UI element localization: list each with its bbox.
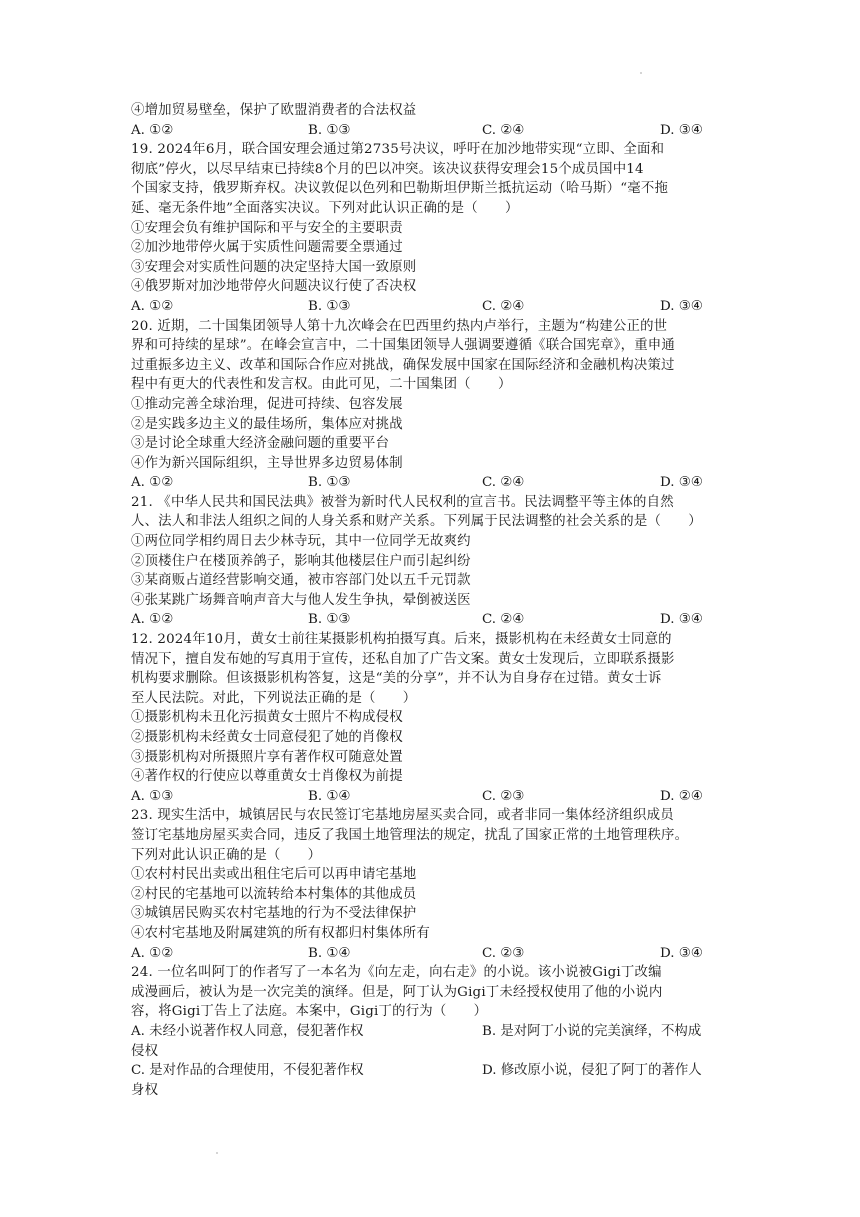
q20-stem-line: 程中有更大的代表性和发言权。由此可见，二十国集团（ ） <box>131 377 512 393</box>
q12-statement: ③摄影机构对所摄照片享有著作权可随意处置 <box>131 749 403 765</box>
scan-speck <box>640 72 642 74</box>
q23-stem-line: 下列对此认识正确的是（ ） <box>131 847 322 863</box>
q23-stem-line: 23. 现实生活中，城镇居民与农民签订宅基地房屋买卖合同，或者非同一集体经济组织成员 <box>131 808 674 824</box>
q19-statement: ①安理会负有维护国际和平与安全的主要职责 <box>131 220 403 236</box>
q20-stem-line: 20. 近期，二十国集团领导人第十九次峰会在巴西里约热内卢举行，主题为“构建公正的世 <box>131 318 668 334</box>
q24-stem-line: 成漫画后，被认为是一次完美的演绎。但是，阿丁认为Gigi丁未经授权使用了他的小说内 <box>131 984 663 1000</box>
q21-option-c: C. ②④ <box>482 612 525 628</box>
q19-stem-line: 个国家支持，俄罗斯弃权。决议敦促以色列和巴勒斯坦伊斯兰抵抗运动（哈马斯）“毫不拖 <box>131 181 669 197</box>
q24-option-a-wrap: 侵权 <box>131 1043 159 1059</box>
q20-statement: ④作为新兴国际组织，主导世界多边贸易体制 <box>131 455 403 471</box>
q20-option-b: B. ①③ <box>308 475 351 491</box>
q24-option-a: A. 未经小说著作权人同意，侵犯著作权 <box>131 1023 364 1039</box>
q12-option-b: B. ①④ <box>308 788 351 804</box>
q18-option-b: B. ①③ <box>308 122 351 138</box>
q23-option-d: D. ③④ <box>660 945 703 961</box>
q12-stem-line: 情况下，擅自发布她的写真用于宣传，还私自加了广告文案。黄女士发现后，立即联系摄影 <box>131 651 675 667</box>
q18-options <box>131 121 743 141</box>
q12-statement: ②摄影机构未经黄女士同意侵犯了她的肖像权 <box>131 730 403 745</box>
q20-statement: ②是实践多边主义的最佳场所，集体应对挑战 <box>131 416 403 432</box>
q21-statement: ②顶楼住户在楼顶养鸽子，影响其他楼层住户而引起纠纷 <box>131 553 471 569</box>
exam-page <box>131 101 743 1100</box>
q21-stem-line: 21. 《中华人民共和国民法典》被誉为新时代人民权利的宣言书。民法调整平等主体的自然 <box>131 494 674 510</box>
q20-statement: ①推动完善全球治理，促进可持续、包容发展 <box>131 396 403 412</box>
q12-option-d: D. ②④ <box>660 788 703 804</box>
q20-option-d: D. ③④ <box>660 475 703 491</box>
q21-stem-line: 人、法人和非法人组织之间的人身关系和财产关系。下列属于民法调整的社会关系的是（ ） <box>131 514 702 530</box>
q18-option-a: A. ①② <box>131 122 174 138</box>
q21-option-d: D. ③④ <box>660 612 703 628</box>
q18-option-d: D. ③④ <box>660 122 703 138</box>
q19-option-b: B. ①③ <box>308 298 351 314</box>
q12-option-c: C. ②③ <box>482 788 525 804</box>
q20-stem-line: 过重振多边主义、改革和国际合作应对挑战，确保发展中国家在国际经济和金融机构决策过 <box>131 357 675 373</box>
q19-options <box>131 297 743 317</box>
q23-option-b: B. ①④ <box>308 945 351 961</box>
q12-statement: ④著作权的行使应以尊重黄女士肖像权为前提 <box>131 769 403 785</box>
q21-statement: ①两位同学相约周日去少林寺玩，其中一位同学无故爽约 <box>131 534 471 550</box>
q19-option-c: C. ②④ <box>482 298 525 314</box>
q20-options <box>131 473 743 493</box>
q19-statement: ④俄罗斯对加沙地带停火问题决议行使了否决权 <box>131 279 417 295</box>
q12-stem-line: 12. 2024年10月，黄女士前往某摄影机构拍摄写真。后来，摄影机构在未经黄女士同意的 <box>131 632 672 648</box>
q18-statement-4: ④增加贸易壁垒，保护了欧盟消费者的合法权益 <box>131 103 417 118</box>
q23-statement: ①农村村民出卖或出租住宅后可以再申请宅基地 <box>131 867 417 883</box>
q23-option-a: A. ①② <box>131 945 174 961</box>
q20-option-c: C. ②④ <box>482 475 525 491</box>
q19-option-a: A. ①② <box>131 298 174 314</box>
q21-statement: ④张某跳广场舞音响声音大与他人发生争执，晕倒被送医 <box>131 592 471 608</box>
q24-stem-line: 容，将Gigi丁告上了法庭。本案中，Gigi丁的行为（ ） <box>131 1004 488 1020</box>
q12-stem-line: 机构要求删除。但该摄影机构答复，这是“美的分享”，并不认为自身存在过错。黄女士诉 <box>131 671 662 687</box>
q19-statement: ②加沙地带停火属于实质性问题需要全票通过 <box>131 240 403 256</box>
q23-statement: ②村民的宅基地可以流转给本村集体的其他成员 <box>131 886 417 902</box>
q24-option-c: C. 是对作品的合理使用，不侵犯著作权 <box>131 1063 364 1079</box>
q19-statement: ③安理会对实质性问题的决定坚持大国一致原则 <box>131 259 417 275</box>
q20-statement: ③是讨论全球重大经济金融问题的重要平台 <box>131 436 390 452</box>
q24-option-c-wrap: 身权 <box>131 1082 159 1098</box>
q19-option-d: D. ③④ <box>660 298 703 314</box>
q19-stem-line: 彻底”停火，以尽早结束已持续8个月的巴以冲突。该决议获得安理会15个成员国中14 <box>131 161 644 177</box>
q21-options <box>131 610 743 630</box>
q21-statement: ③某商贩占道经营影响交通，被市容部门处以五千元罚款 <box>131 573 471 589</box>
q19-stem-line: 延、毫无条件地”全面落实决议。下列对此认识正确的是（ ） <box>131 200 519 216</box>
q24-option-b: B. 是对阿丁小说的完美演绎，不构成 <box>482 1023 702 1039</box>
q23-stem-line: 签订宅基地房屋买卖合同，违反了我国土地管理法的规定，扰乱了国家正常的土地管理秩序。 <box>131 827 689 843</box>
q24-options-row-2 <box>131 1061 743 1081</box>
q24-options-row-1 <box>131 1022 743 1042</box>
q20-stem-line: 界和可持续的星球”。在峰会宣言中，二十国集团领导人强调要遵循《联合国宪章》，重申通 <box>131 338 675 354</box>
q24-option-d: D. 修改原小说，侵犯了阿丁的著作人 <box>482 1063 702 1079</box>
q23-options <box>131 944 743 964</box>
q20-option-a: A. ①② <box>131 475 174 491</box>
q24-stem-line: 24. 一位名叫阿丁的作者写了一本名为《向左走，向右走》的小说。该小说被Gigi丁改编 <box>131 965 662 981</box>
q21-option-b: B. ①③ <box>308 612 351 628</box>
q12-option-a: A. ①③ <box>131 788 174 804</box>
q21-option-a: A. ①② <box>131 612 174 628</box>
q12-statement: ①摄影机构未丑化污损黄女士照片不构成侵权 <box>131 710 403 726</box>
q23-option-c: C. ②③ <box>482 945 525 961</box>
q12-stem-line: 至人民法院。对此，下列说法正确的是（ ） <box>131 690 417 706</box>
q12-options <box>131 787 743 807</box>
scan-speck <box>216 1152 218 1154</box>
q23-statement: ④农村宅基地及附属建筑的所有权都归村集体所有 <box>131 925 430 941</box>
q19-stem-line: 19. 2024年6月，联合国安理会通过第2735号决议，呼吁在加沙地带实现“立即、全面和 <box>131 142 665 158</box>
q18-option-c: C. ②④ <box>482 122 525 138</box>
q23-statement: ③城镇居民购买农村宅基地的行为不受法律保护 <box>131 906 417 922</box>
